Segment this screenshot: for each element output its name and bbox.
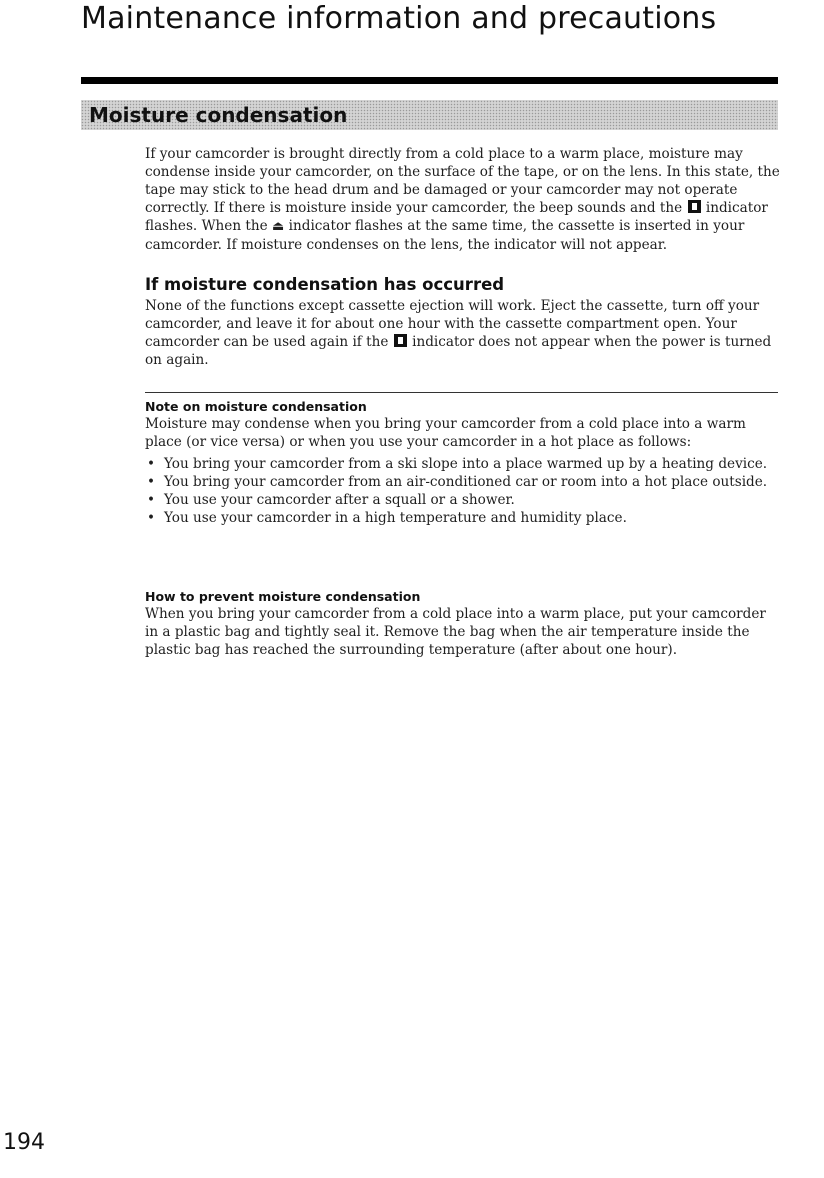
moisture-indicator-icon	[688, 200, 701, 213]
prevent-paragraph: When you bring your camcorder from a cold place into a warm place, put your camcorder in a plastic bag and tightly seal it. Remove the bag when the air temperature inside the plastic bag has reached the surrounding temperature (after about one hour).	[145, 606, 766, 658]
list-item: • You bring your camcorder from a ski slope into a place warmed up by a heating device.	[145, 455, 780, 473]
note-bullet-list	[145, 455, 780, 527]
title-rule	[81, 77, 778, 84]
intro-text-2: indicator flashes. When the	[145, 200, 768, 234]
note-divider	[145, 392, 778, 393]
page-title: Maintenance information and precautions	[81, 1, 717, 36]
occurred-heading: If moisture condensation has occurred	[145, 275, 505, 294]
eject-icon: ⏏	[272, 219, 285, 234]
occurred-paragraph	[145, 297, 780, 369]
page-number: 194	[3, 1130, 45, 1155]
section-heading: Moisture condensation	[89, 103, 348, 127]
intro-text-1: If your camcorder is brought directly from a cold place to a warm place, moisture may condense inside your camcorder, on the surface of the tape, or on the lens. In this state, the tape may stick to the head drum and be damaged or your camcorder may not operate correctly. If there is moisture inside your camcorder, the beep sounds and the	[145, 146, 780, 216]
list-item: • You use your camcorder in a high temperature and humidity place.	[145, 509, 780, 527]
moisture-indicator-icon	[394, 334, 407, 347]
occurred-text-b: indicator does not appear when the power is turned on again.	[145, 334, 772, 368]
intro-text-3: indicator flashes at the same time, the cassette is inserted in your camcorder. If moisture condenses on the lens, the indicator will not appear.	[145, 218, 745, 253]
prevent-heading: How to prevent moisture condensation	[145, 589, 421, 604]
occurred-text-a: None of the functions except cassette ejection will work. Eject the cassette, turn off your camcorder, and leave it for about one hour with the cassette compartment open. Your camcorder can be used again if the	[145, 298, 760, 350]
intro-paragraph	[145, 145, 780, 254]
list-item: • You bring your camcorder from an air-conditioned car or room into a hot place outside.	[145, 473, 780, 491]
note-paragraph: Moisture may condense when you bring your camcorder from a cold place into a warm place (or vice versa) or when you use your camcorder in a hot place as follows:	[145, 416, 746, 450]
note-heading: Note on moisture condensation	[145, 399, 367, 414]
list-item: • You use your camcorder after a squall or a shower.	[145, 491, 780, 509]
